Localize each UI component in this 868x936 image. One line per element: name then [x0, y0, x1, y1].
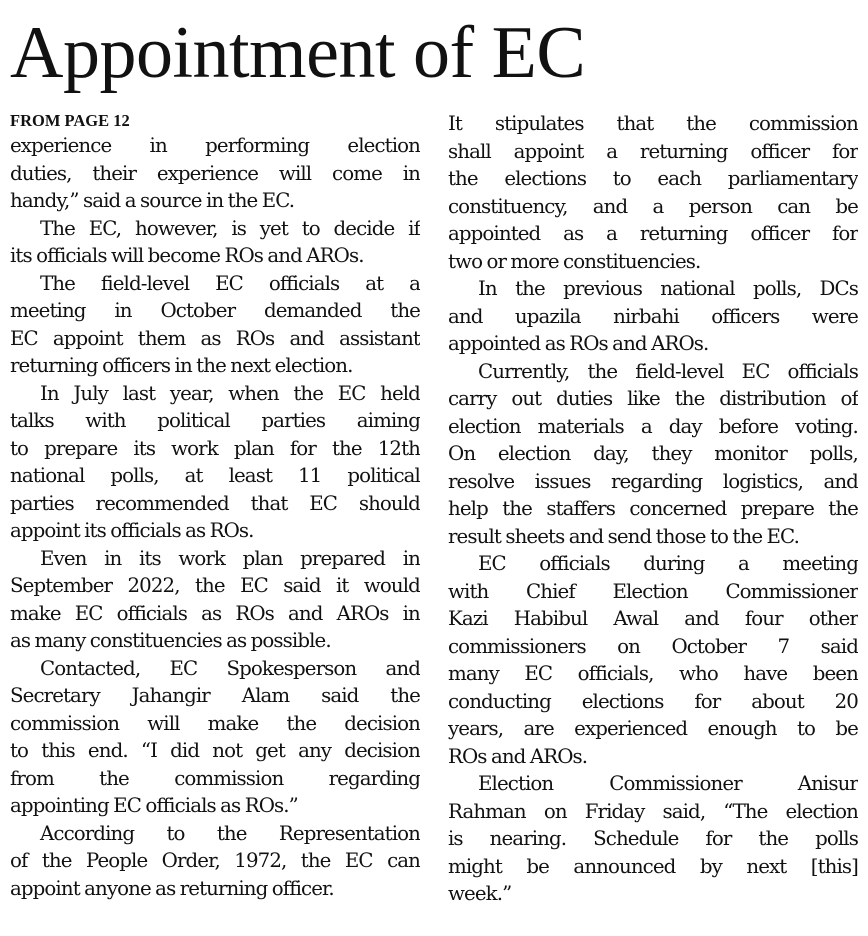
text-line: appointing EC officials as ROs.” — [10, 794, 298, 817]
text-line: ROs and AROs. — [448, 744, 588, 768]
text-line: is nearing. Schedule for the polls — [448, 827, 858, 850]
text-line: appointed as a returning officer for — [448, 222, 858, 245]
text-line: commission will make the decision — [10, 711, 420, 735]
text-line: carry out duties like the distribution of — [448, 387, 858, 410]
text-line: make EC officials as ROs and AROs in — [10, 601, 420, 625]
text-line: might be announced by next [this] — [448, 854, 858, 878]
text-line: from the commission regarding — [10, 766, 420, 790]
text-line: two or more constituencies. — [448, 249, 701, 273]
paragraph — [10, 545, 420, 655]
text-line: Election Commissioner Anisur — [478, 772, 858, 795]
text-line: parties recommended that EC should — [10, 491, 420, 515]
paragraph — [448, 770, 858, 908]
text-line: talks with political parties aiming — [10, 409, 420, 432]
text-line: help the staffers concerned prepare the — [448, 497, 858, 520]
paragraph — [10, 215, 420, 270]
text-line: as many constituencies as possible. — [10, 629, 331, 652]
continued-from-label: FROM PAGE 12 — [10, 111, 130, 130]
text-line: appointed as ROs and AROs. — [448, 332, 709, 355]
text-line: September 2022, the EC said it would — [10, 574, 420, 597]
text-line: Kazi Habibul Awal and four other — [448, 607, 858, 630]
text-line: meeting in October demanded the — [10, 299, 420, 322]
text-line: duties, their experience will come in — [10, 161, 420, 185]
paragraph — [10, 270, 420, 380]
text-line: many EC officials, who have been — [448, 662, 858, 685]
text-line: handy,” said a source in the EC. — [10, 189, 295, 212]
text-line: shall appoint a returning officer for — [448, 139, 858, 163]
text-line: result sheets and send those to the EC. — [448, 524, 799, 548]
text-line: its officials will become ROs and AROs. — [10, 244, 364, 267]
paragraph — [448, 275, 858, 358]
text-line: The EC, however, is yet to decide if — [40, 216, 420, 240]
text-line: According to the Representation — [40, 821, 420, 845]
text-line: with Chief Election Commissioner — [448, 579, 858, 603]
text-line: election materials a day before voting. — [448, 414, 858, 438]
text-line: of the People Order, 1972, the EC can — [10, 849, 420, 872]
paragraph — [10, 132, 420, 215]
text-line: national polls, at least 11 political — [10, 464, 420, 487]
text-line: In July last year, when the EC held — [40, 381, 420, 405]
paragraph — [10, 820, 420, 903]
paragraph — [448, 550, 858, 770]
text-line: and upazila nirbahi officers were — [448, 304, 858, 328]
text-line: commissioners on October 7 said — [448, 634, 858, 658]
text-line: experience in performing election — [10, 134, 420, 157]
text-line: EC appoint them as ROs and assistant — [10, 326, 420, 350]
text-line: On election day, they monitor polls, — [448, 442, 858, 465]
text-line: Contacted, EC Spokesperson and — [40, 656, 420, 680]
paragraph — [10, 380, 420, 545]
text-line: The field-level EC officials at a — [40, 271, 420, 295]
paragraph — [10, 655, 420, 820]
text-line: resolve issues regarding logistics, and — [448, 469, 858, 493]
text-line: the elections to each parliamentary — [448, 167, 858, 190]
text-line: appoint anyone as returning officer. — [10, 876, 334, 900]
article-column-left — [10, 132, 420, 902]
text-line: It stipulates that the commission — [448, 112, 858, 135]
text-line: Currently, the field-level EC officials — [478, 359, 858, 383]
text-line: In the previous national polls, DCs — [478, 277, 858, 300]
text-line: appoint its officials as ROs. — [10, 519, 254, 542]
text-line: week.” — [448, 882, 512, 905]
paragraph — [448, 110, 858, 275]
text-line: Even in its work plan prepared in — [40, 546, 420, 570]
text-line: conducting elections for about 20 — [448, 689, 858, 713]
text-line: Secretary Jahangir Alam said the — [10, 684, 420, 707]
text-line: to this end. “I did not get any decision — [10, 739, 420, 762]
headline: Appointment of EC — [10, 12, 586, 94]
text-line: to prepare its work plan for the 12th — [10, 436, 420, 460]
article-column-right — [448, 110, 858, 908]
text-line: returning officers in the next election. — [10, 354, 353, 377]
text-line: constituency, and a person can be — [448, 194, 858, 218]
text-line: years, are experienced enough to be — [448, 717, 858, 740]
paragraph — [448, 358, 858, 551]
text-line: Rahman on Friday said, “The election — [448, 799, 858, 823]
text-line: EC officials during a meeting — [478, 552, 858, 575]
